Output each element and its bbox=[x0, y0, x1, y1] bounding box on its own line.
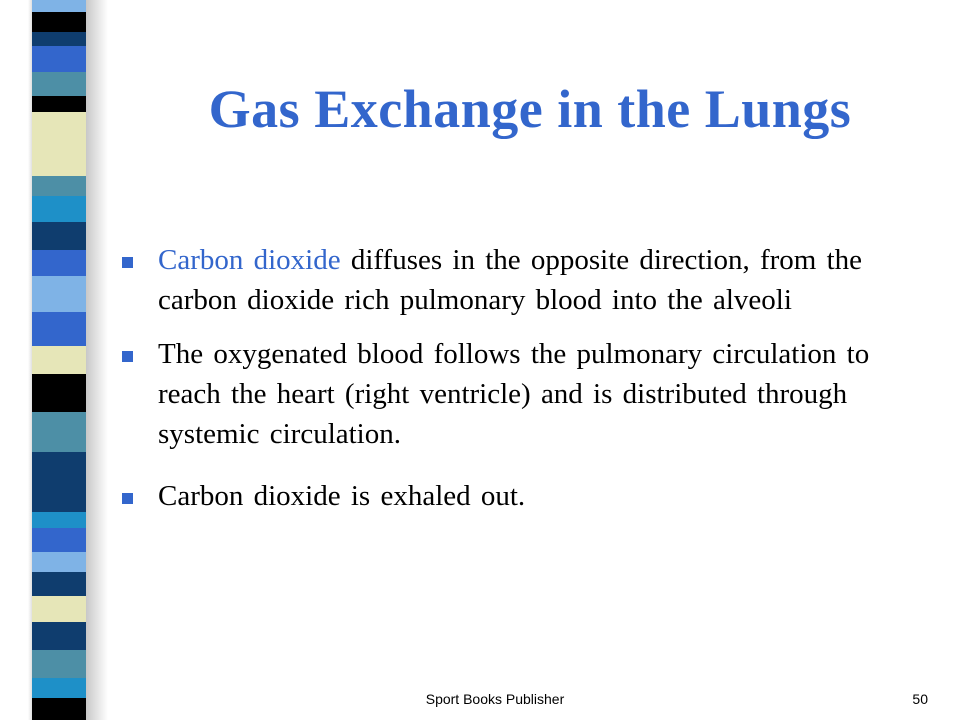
strip-block bbox=[32, 250, 86, 276]
strip-block bbox=[32, 470, 86, 512]
strip-block bbox=[32, 698, 86, 720]
bullet-text: Carbon dioxide is exhaled out. bbox=[158, 480, 526, 512]
strip-block bbox=[32, 678, 86, 698]
strip-block bbox=[32, 96, 86, 112]
strip-block bbox=[32, 552, 86, 572]
bullet-list bbox=[122, 240, 922, 516]
bullet-item-exhaled bbox=[122, 476, 922, 516]
decorative-side-strip bbox=[0, 0, 110, 720]
slide-title: Gas Exchange in the Lungs bbox=[208, 79, 852, 139]
square-bullet-icon bbox=[122, 257, 133, 268]
strip-block bbox=[32, 276, 86, 312]
strip-block bbox=[32, 32, 86, 46]
strip-block bbox=[32, 572, 86, 596]
strip-block bbox=[32, 222, 86, 250]
strip-block bbox=[32, 138, 86, 176]
strip-block bbox=[32, 650, 86, 678]
square-bullet-icon bbox=[122, 493, 133, 504]
bullet-item-oxygenated-blood bbox=[122, 334, 922, 454]
strip-block bbox=[32, 622, 86, 650]
square-bullet-icon bbox=[122, 351, 133, 362]
strip-block bbox=[32, 72, 86, 96]
strip-block bbox=[32, 596, 86, 622]
footer-publisher: Sport Books Publisher bbox=[425, 691, 565, 707]
strip-block bbox=[32, 528, 86, 552]
strip-block bbox=[32, 196, 86, 222]
strip-block bbox=[32, 346, 86, 374]
strip-block bbox=[32, 512, 86, 528]
page-number: 50 bbox=[912, 691, 928, 707]
strip-block bbox=[32, 176, 86, 196]
strip-shadow bbox=[86, 0, 108, 720]
strip-block bbox=[32, 12, 86, 32]
bullet-item-carbon-dioxide-diffusion bbox=[122, 240, 922, 320]
bullet-text: The oxygenated blood follows the pulmonary circulation to reach the heart (right ventricle) and is distributed through systemic circulation. bbox=[158, 338, 870, 450]
strip-block bbox=[32, 112, 86, 138]
strip-block bbox=[32, 452, 86, 470]
strip-block bbox=[32, 0, 86, 12]
highlighted-term: Carbon dioxide bbox=[158, 244, 341, 276]
strip-block bbox=[32, 374, 86, 412]
strip-block bbox=[32, 412, 86, 452]
bullet-text: diffuses in the opposite direction, from the carbon dioxide rich pulmonary blood into the alveoli bbox=[158, 244, 863, 316]
strip-block bbox=[32, 46, 86, 72]
strip-block bbox=[32, 312, 86, 346]
